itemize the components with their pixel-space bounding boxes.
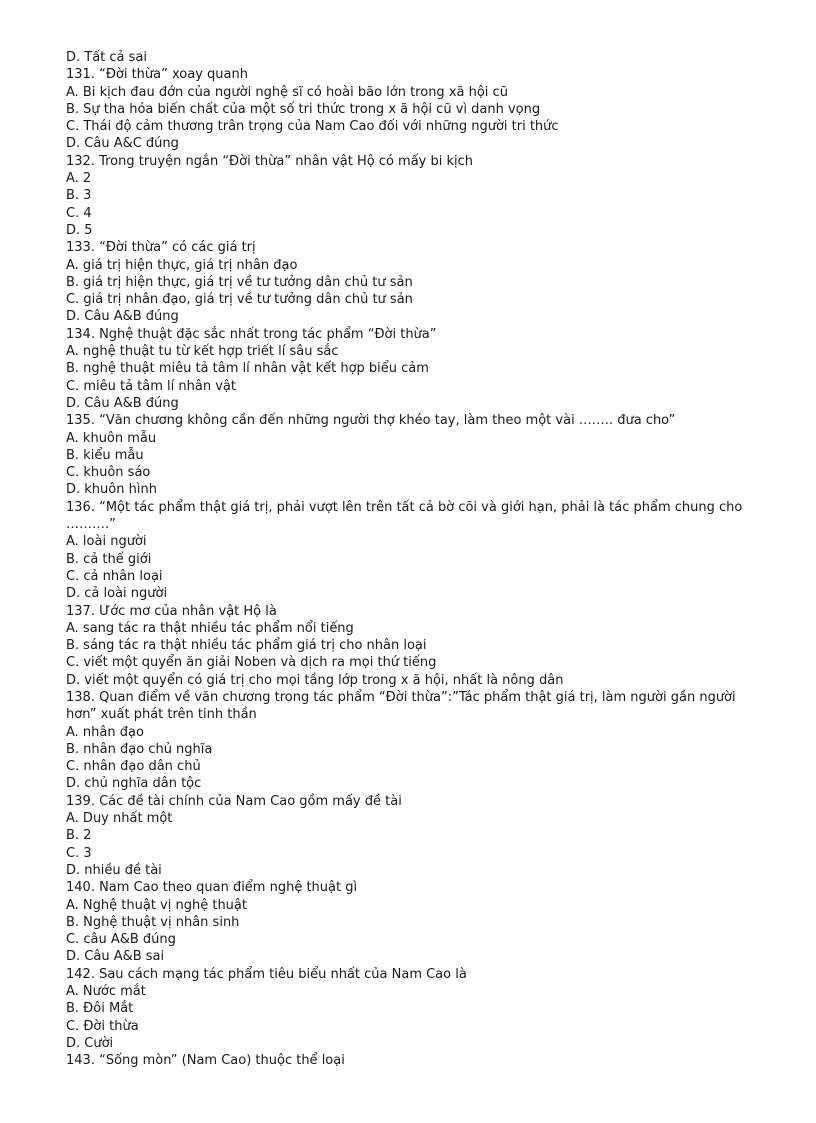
text-line: D. Câu A&B đúng: [66, 309, 179, 325]
text-line: D. Cười: [66, 1035, 114, 1051]
text-line: A. nhân đạo: [66, 724, 144, 740]
text-line: B. nhân đạo chủ nghĩa: [66, 741, 213, 757]
text-line: A. Nghệ thuật vị nghệ thuật: [66, 897, 247, 913]
text-line: A. sang tác ra thật nhiều tác phẩm nổi tiếng: [66, 620, 354, 636]
text-line: C. viết một quyển ăn giải Noben và dịch ra mọi thứ tiếng: [66, 655, 437, 671]
text-line: D. viết một quyển có giá trị cho mọi tầng lớp trong x ã hội, nhất là nông dân: [66, 672, 564, 688]
text-line: B. Nghệ thuật vị nhân sinh: [66, 914, 240, 930]
text-line: C. 3: [66, 845, 92, 861]
text-line: B. cả thế giới: [66, 551, 152, 567]
text-line: 133. “Đời thừa” có các giá trị: [66, 240, 256, 256]
text-line: B. Sự tha hóa biến chất của một số tri thức trong x ã hội cũ vì danh vọng: [66, 101, 541, 117]
text-line: A. Nước mắt: [66, 984, 146, 1000]
text-line: 132. Trong truyện ngắn “Đời thừa” nhân vật Hộ có mấy bi kịch: [66, 153, 474, 169]
text-line: C. miêu tả tâm lí nhân vật: [66, 378, 236, 394]
text-line: 135. “Văn chương không cần đến những người thợ khéo tay, làm theo một vài …….. đưa cho”: [66, 413, 676, 429]
text-line: 142. Sau cách mạng tác phẩm tiêu biểu nhất của Nam Cao là: [66, 966, 467, 982]
text-line: C. khuôn sáo: [66, 465, 151, 481]
text-line: A. Bi kịch đau đớn của người nghệ sĩ có hoài bão lớn trong xã hội cũ: [66, 84, 508, 100]
text-line: A. khuôn mẫu: [66, 430, 157, 446]
text-line: 137. Ước mơ của nhân vật Hộ là: [66, 603, 277, 619]
text-line: D. chủ nghĩa dân tộc: [66, 776, 202, 792]
text-line: D. Câu A&B đúng: [66, 395, 179, 411]
text-line: A. giá trị hiện thực, giá trị nhân đạo: [66, 257, 298, 273]
text-line: D. Câu A&B sai: [66, 949, 165, 965]
text-line: A. Duy nhất một: [66, 811, 173, 827]
text-line: 134. Nghệ thuật đặc sắc nhất trong tác phẩm “Đời thừa”: [66, 326, 437, 342]
text-line: C. cả nhân loại: [66, 568, 163, 584]
text-line: D. 5: [66, 222, 93, 238]
text-line: A. loài người: [66, 534, 147, 550]
text-line: D. Câu A&C đúng: [66, 136, 179, 152]
text-line: B. Đôi Mắt: [66, 1001, 134, 1017]
text-line: C. Đời thừa: [66, 1018, 139, 1034]
text-line: D. nhiều đề tài: [66, 862, 162, 878]
text-line: ……….”: [66, 517, 116, 533]
text-line: D. khuôn hình: [66, 482, 157, 498]
text-line: 143. “Sống mòn” (Nam Cao) thuộc thể loại: [66, 1053, 345, 1069]
text-line: B. giá trị hiện thực, giá trị về tư tưởng dân chủ tư sản: [66, 274, 413, 290]
text-line: B. nghệ thuật miêu tả tâm lí nhân vật kết hợp biểu cảm: [66, 361, 429, 377]
text-line: B. kiểu mẫu: [66, 447, 144, 463]
text-line: B. sáng tác ra thật nhiều tác phẩm giá trị cho nhân loại: [66, 638, 427, 654]
text-line: 140. Nam Cao theo quan điểm nghệ thuật gì: [66, 880, 358, 896]
text-line: A. nghệ thuật tu từ kết hợp triết lí sâu sắc: [66, 344, 339, 360]
text-line: C. câu A&B đúng: [66, 932, 176, 948]
text-line: D. cả loài người: [66, 586, 168, 602]
text-line: A. 2: [66, 171, 92, 187]
text-line: C. nhân đạo dân chủ: [66, 759, 201, 775]
document-page: [66, 49, 782, 1070]
text-line: 138. Quan điểm về văn chương trong tác phẩm “Đời thừa”:”Tác phẩm thật giá trị, làm người gần người: [66, 689, 736, 705]
text-line: B. 2: [66, 828, 92, 844]
text-line: B. 3: [66, 188, 92, 204]
text-line: hơn” xuất phát trên tinh thần: [66, 707, 257, 723]
text-line: D. Tất cả sai: [66, 50, 148, 65]
text-line: 136. “Một tác phẩm thật giá trị, phải vượt lên trên tất cả bờ cõi và giới hạn, phải là tác phẩm chung cho: [66, 499, 743, 515]
text-line: C. 4: [66, 205, 92, 221]
text-line: 131. “Đời thừa” xoay quanh: [66, 67, 248, 83]
text-line: C. Thái độ cảm thương trân trọng của Nam Cao đối với những người tri thức: [66, 119, 559, 135]
text-line: 139. Các đề tài chính của Nam Cao gồm mấy đề tài: [66, 793, 402, 809]
text-line: C. giá trị nhân đạo, giá trị về tư tưởng dân chủ tư sản: [66, 292, 413, 308]
